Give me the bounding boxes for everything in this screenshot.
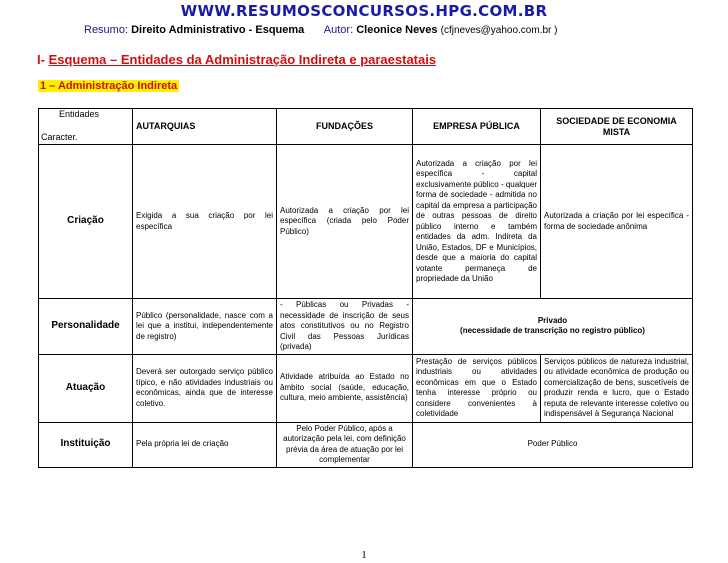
section-title bbox=[37, 52, 436, 67]
cell-personalidade-autarquias: Público (personalidade, nasce com a lei que a institui, independentemente de registro) bbox=[133, 299, 277, 355]
entities-table bbox=[38, 108, 693, 468]
section-title-text: Esquema – Entidades da Administração Indireta e paraestatais bbox=[48, 52, 437, 67]
section-prefix: I- bbox=[37, 52, 45, 67]
autor-label: Autor: bbox=[323, 24, 354, 36]
cell-criacao-fundacoes: Autorizada a criação por lei específica (criada pelo Poder Público) bbox=[277, 145, 413, 299]
row-label-atuacao: Atuação bbox=[39, 354, 133, 422]
document-info bbox=[84, 24, 557, 36]
subsection-title: 1 – Administração Indireta bbox=[40, 80, 178, 92]
autor-email: (cfjneves@yahoo.com.br ) bbox=[440, 25, 558, 36]
row-label-instituicao: Instituição bbox=[39, 422, 133, 467]
header-empresa-publica: EMPRESA PÚBLICA bbox=[413, 109, 541, 145]
cell-personalidade-privado bbox=[413, 299, 693, 355]
corner-entidades: Entidades bbox=[59, 109, 100, 119]
row-label-personalidade: Personalidade bbox=[39, 299, 133, 355]
corner-cell bbox=[39, 109, 133, 145]
header-sociedade-economia-mista: SOCIEDADE DE ECONOMIA MISTA bbox=[541, 109, 693, 145]
resumo-label: Resumo: bbox=[84, 24, 129, 36]
resumo-value: Direito Administrativo - Esquema bbox=[131, 24, 305, 36]
cell-criacao-autarquias: Exigida a sua criação por lei específica bbox=[133, 145, 277, 299]
page-number: 1 bbox=[361, 549, 367, 561]
cell-personalidade-fundacoes: - Públicas ou Privadas - necessidade de inscrição de seus atos constitutivos ou no Registro Civil das Pessoas Jurídicas (privada) bbox=[277, 299, 413, 355]
cell-instituicao-fundacoes: Pelo Poder Público, após a autorização pela lei, com definição prévia da área de atuação por lei complementar bbox=[277, 422, 413, 467]
cell-atuacao-empresa: Prestação de serviços públicos industriais ou atividades econômicas em que o Estado tenha interesse próprio ou considere convenientes à coletividade bbox=[413, 354, 541, 422]
corner-caracter: Caracter. bbox=[41, 131, 78, 142]
cell-atuacao-sociedade: Serviços públicos de natureza industrial, ou atividade econômica de produção ou comercialização de bens, suscetíveis de produzir renda e lucro, que o Estado reputa de relevante interesse coletivo ou indispensável à Segurança Nacional bbox=[541, 354, 693, 422]
site-url: WWW.RESUMOSCONCURSOS.HPG.COM.BR bbox=[180, 2, 548, 20]
cell-instituicao-poder-publico: Poder Público bbox=[413, 422, 693, 467]
header-autarquias: AUTARQUIAS bbox=[133, 109, 277, 145]
header-fundacoes: FUNDAÇÕES bbox=[277, 109, 413, 145]
cell-criacao-sociedade: Autorizada a criação por lei específica - forma de sociedade anônima bbox=[541, 145, 693, 299]
privado-line2: (necessidade de transcrição no registro público) bbox=[460, 326, 645, 336]
cell-instituicao-autarquias: Pela própria lei de criação bbox=[133, 422, 277, 467]
cell-atuacao-autarquias: Deverá ser outorgado serviço público típico, e não atividades industriais ou econômicas, ainda que de interesse coletivo. bbox=[133, 354, 277, 422]
autor-value: Cleonice Neves bbox=[356, 24, 438, 36]
privado-line1: Privado bbox=[537, 315, 568, 325]
row-label-criacao: Criação bbox=[39, 145, 133, 299]
cell-criacao-empresa: Autorizada a criação por lei específica - capital exclusivamente público - qualquer forma de sociedade - admitida no capital da empresa a participação de outras pessoas de direito público interno e também entidades da adm. Indireta da União, Estados, DF e Municípios, desde que a maioria do capital votante permaneça de propriedade da União bbox=[413, 145, 541, 299]
cell-atuacao-fundacoes: Atividade atribuída ao Estado no âmbito social (saúde, educação, cultura, meio ambiente, assistência) bbox=[277, 354, 413, 422]
